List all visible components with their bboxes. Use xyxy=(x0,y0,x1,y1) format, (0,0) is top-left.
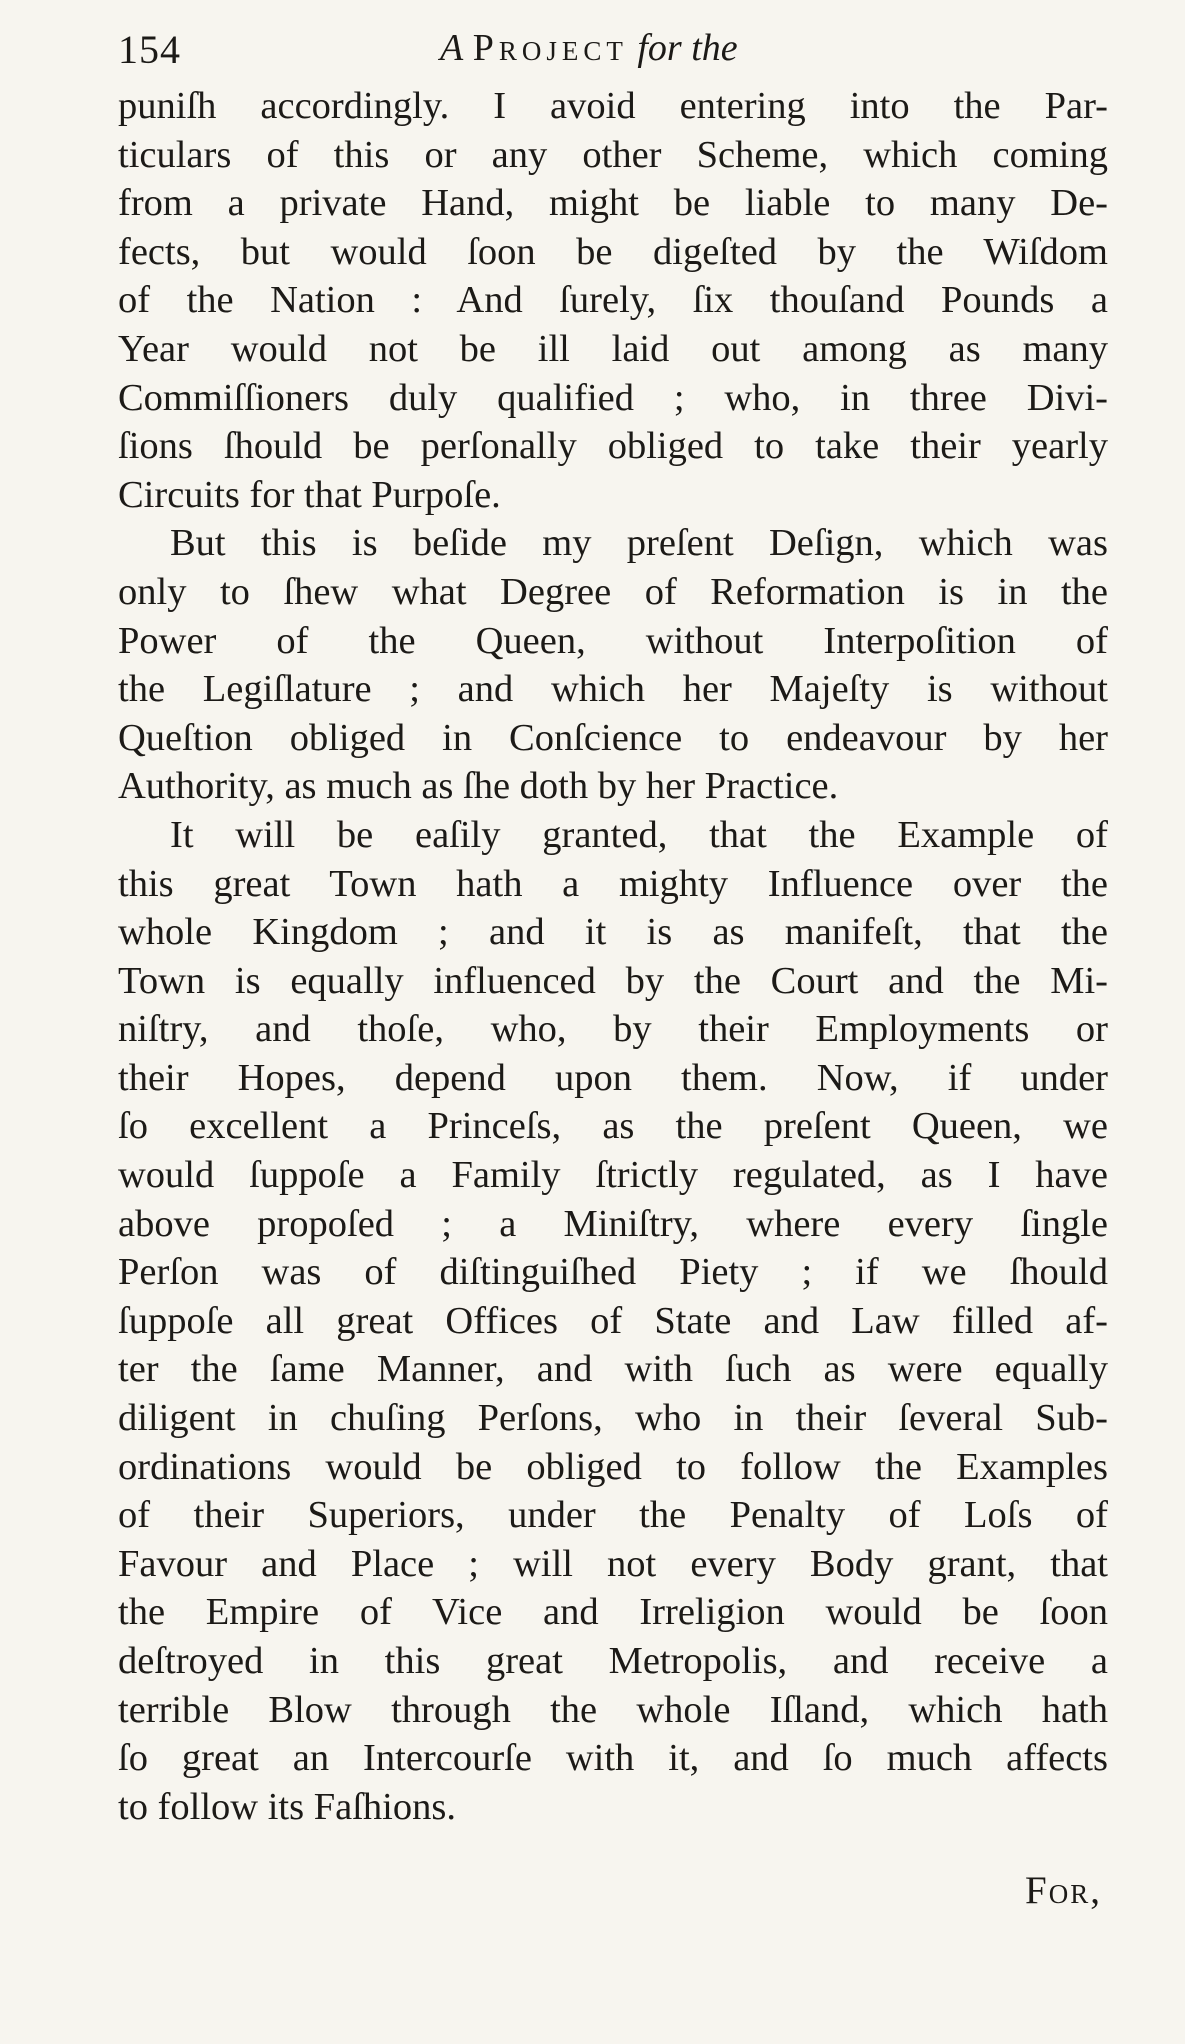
text-line: puniſh accordingly. I avoid entering into the Par- xyxy=(118,85,1108,127)
text-line: niſtry, and thoſe, who, by their Employments or xyxy=(118,1008,1108,1051)
text-line: the Empire of Vice and Irreligion would be ſoon xyxy=(118,1591,1108,1634)
running-head-letter: A xyxy=(440,27,464,69)
text-line: diligent in chuſing Perſons, who in their ſeveral Sub- xyxy=(118,1397,1108,1440)
text-line: this great Town hath a mighty Influence over the xyxy=(118,862,1108,905)
text-line: only to ſhew what Degree of Reformation is in the xyxy=(118,570,1108,613)
text-line: above propoſed ; a Miniſtry, where every ſingle xyxy=(118,1202,1108,1245)
text-line: ſions ſhould be perſonally obliged to take their yearly xyxy=(118,425,1108,468)
running-head xyxy=(440,26,738,70)
text-line: Queſtion obliged in Conſcience to endeavour by her xyxy=(118,716,1108,759)
text-line: Perſon was of diſtinguiſhed Piety ; if we ſhould xyxy=(118,1251,1108,1294)
text-line: deſtroyed in this great Metropolis, and receive a xyxy=(118,1640,1108,1682)
text-line: ſo great an Intercourſe with it, and ſo much affects xyxy=(118,1737,1108,1780)
text-line: of the Nation : And ſurely, ſix thouſand Pounds a xyxy=(118,279,1108,322)
text-line: Circuits for that Purpoſe. xyxy=(118,473,501,516)
paragraph-start-line: It will be eaſily granted, that the Example of xyxy=(170,813,1108,856)
text-line: to follow its Faſhions. xyxy=(118,1785,456,1828)
running-head-tail: for the xyxy=(637,27,738,69)
text-line: Year would not be ill laid out among as many xyxy=(118,327,1108,370)
page-number: 154 xyxy=(118,27,181,72)
text-line: Authority, as much as ſhe doth by her Practice. xyxy=(118,765,839,808)
text-line: Favour and Place ; will not every Body grant, that xyxy=(118,1542,1108,1585)
text-line: their Hopes, depend upon them. Now, if under xyxy=(118,1056,1108,1099)
text-line: ter the ſame Manner, and with ſuch as were equally xyxy=(118,1348,1108,1391)
text-line: Commiſſioners duly qualified ; who, in three Divi- xyxy=(118,376,1108,419)
text-line: ſo excellent a Princeſs, as the preſent Queen, we xyxy=(118,1105,1108,1148)
text-line: from a private Hand, might be liable to many De- xyxy=(118,182,1108,225)
text-line: of their Superiors, under the Penalty of Loſs of xyxy=(118,1494,1108,1537)
body-text xyxy=(118,82,1108,1831)
text-line: whole Kingdom ; and it is as manifeſt, that the xyxy=(118,911,1108,954)
text-line: ordinations would be obliged to follow the Examples xyxy=(118,1445,1108,1488)
text-line: Power of the Queen, without Interpoſition of xyxy=(118,619,1108,662)
text-line: would ſuppoſe a Family ſtrictly regulated, as I have xyxy=(118,1154,1108,1197)
text-line: terrible Blow through the whole Iſland, which hath xyxy=(118,1688,1108,1731)
text-line: ticulars of this or any other Scheme, which coming xyxy=(118,133,1108,176)
text-line: Town is equally influenced by the Court and the Mi- xyxy=(118,959,1108,1002)
text-line: the Legiſlature ; and which her Majeſty is without xyxy=(118,668,1108,711)
running-head-word: Project xyxy=(472,27,628,69)
catchword: For, xyxy=(1025,1869,1102,1912)
text-line: fects, but would ſoon be digeſted by the Wiſdom xyxy=(118,230,1108,273)
text-line: ſuppoſe all great Offices of State and Law filled af- xyxy=(118,1299,1108,1342)
paragraph-start-line: But this is beſide my preſent Deſign, which was xyxy=(170,522,1108,565)
page-header xyxy=(118,18,1078,90)
